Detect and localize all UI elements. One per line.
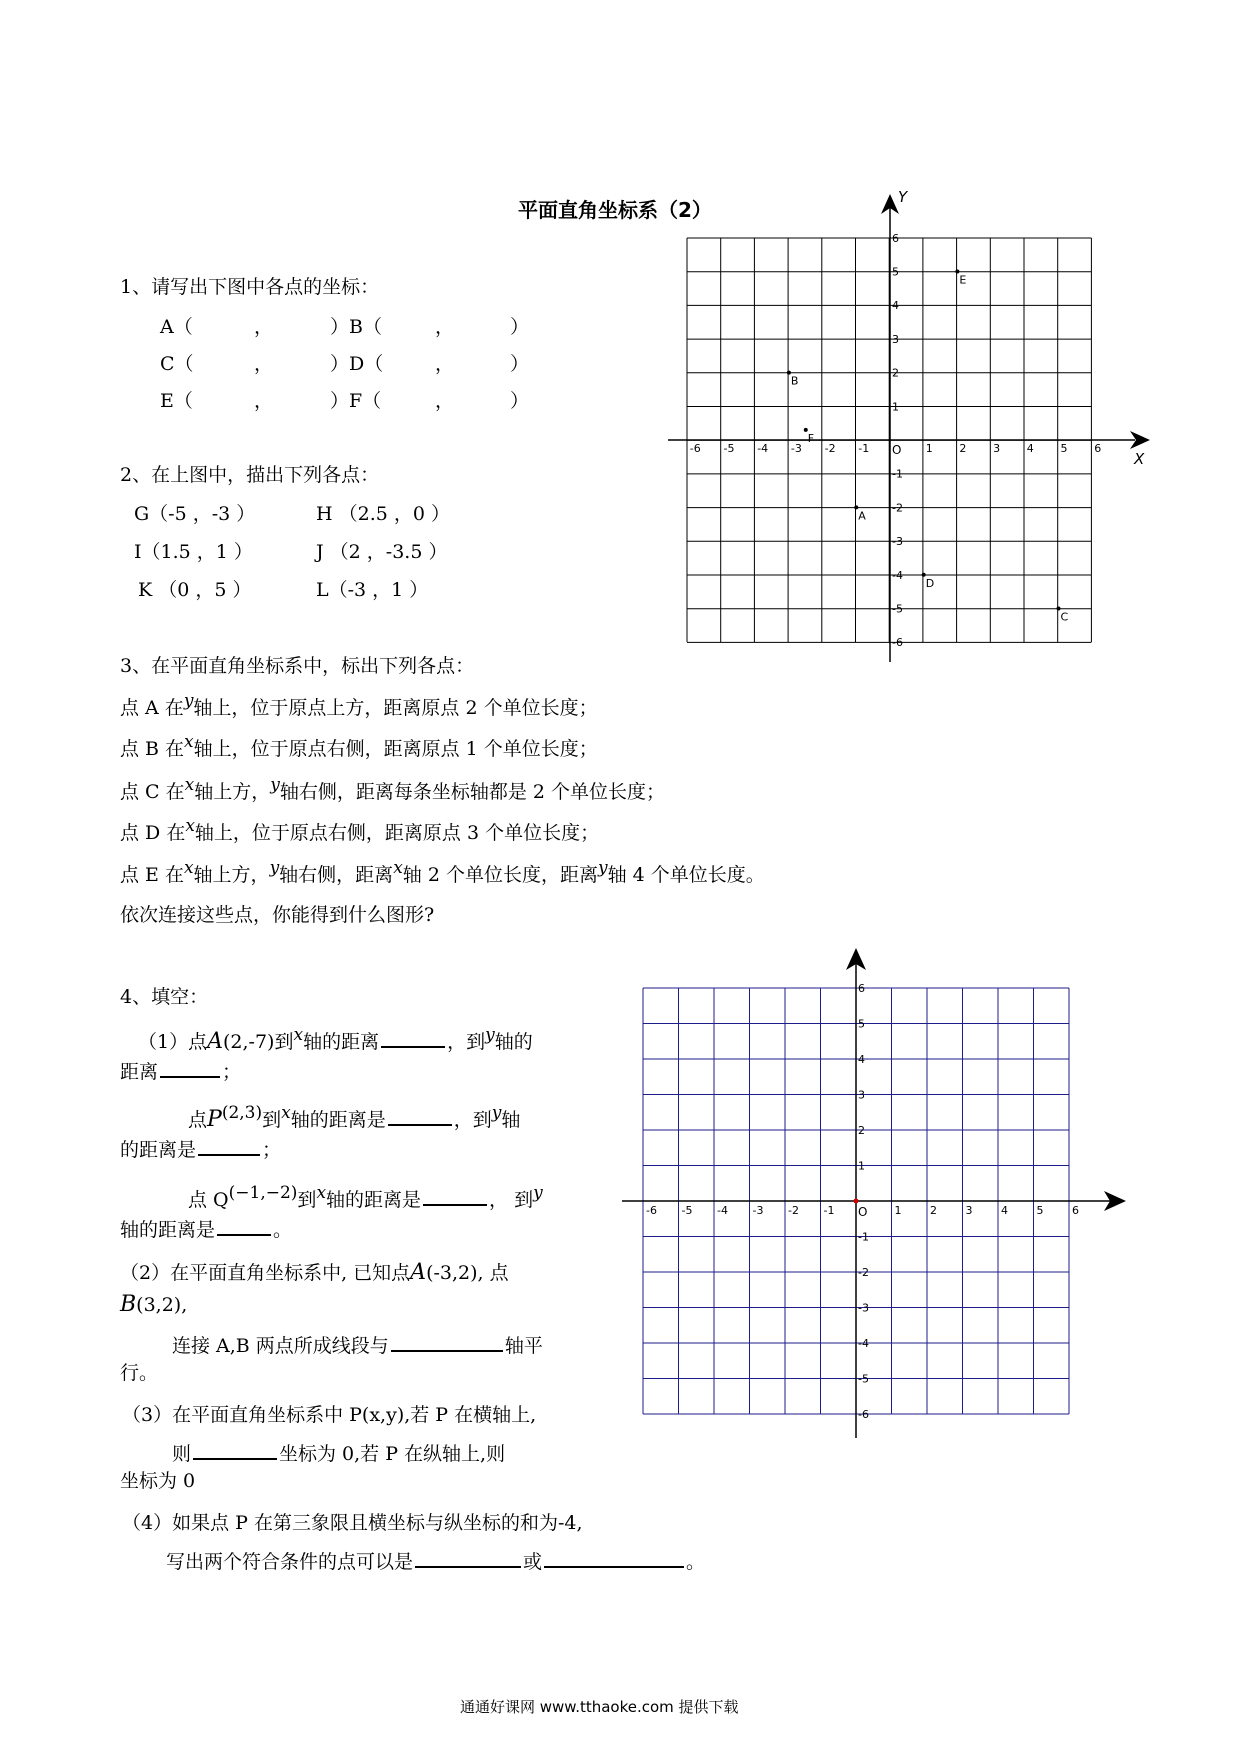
q3-line-e: 点 E 在x轴上方，y轴右侧，距离x轴 2 个单位长度，距离y轴 4 个单位长度。: [120, 858, 765, 886]
q2-point-l: L（-3 ，1 ）: [316, 579, 429, 601]
x-tick-label: 3: [965, 1204, 973, 1217]
q4-p4-line1: （4）如果点 P 在第三象限且横坐标与纵坐标的和为-4,: [122, 1512, 583, 1534]
q1-coord-part: ）B（: [330, 316, 382, 338]
q4-p1-line4: 的距离是 ；: [120, 1139, 282, 1161]
q3-line-d: 点 D 在x轴上，位于原点右侧，距离原点 3 个单位长度；: [120, 816, 600, 844]
q4-p1-line3: 点P(2,3)到x轴的距离是 ，到y轴: [188, 1103, 521, 1132]
x-tick-label: 6: [1072, 1204, 1079, 1217]
origin-label: O: [892, 443, 902, 457]
point-label: C: [1060, 610, 1069, 624]
q2-prompt: 2、在上图中，描出下列各点：: [120, 464, 380, 486]
y-tick-label: 5: [892, 265, 899, 279]
x-tick-label: -3: [752, 1204, 764, 1217]
y-tick-label: -4: [892, 568, 903, 582]
q2-point-j: J （2 ，-3.5 ）: [316, 541, 448, 563]
y-tick-label: 3: [892, 332, 899, 346]
x-tick-label: -5: [723, 442, 735, 455]
q1-coord-part: ）: [510, 353, 530, 375]
x-tick-label: 5: [1060, 442, 1068, 455]
y-tick-label: 1: [858, 1159, 865, 1173]
x-tick-label: -2: [824, 442, 836, 455]
q3-line-f: 依次连接这些点，你能得到什么图形?: [120, 904, 435, 926]
q1-coord-part: ）: [510, 316, 530, 338]
point-label: F: [807, 431, 815, 445]
x-tick-label: 2: [930, 1204, 937, 1217]
x-tick-label: 6: [1094, 442, 1102, 455]
q1-coord-part: A（: [160, 316, 193, 338]
y-tick-label: -5: [892, 602, 903, 616]
q1-coord-part: E（: [160, 390, 193, 412]
x-tick-label: -2: [788, 1204, 799, 1217]
point-label: A: [858, 509, 866, 523]
y-tick-label: -1: [892, 467, 903, 481]
y-tick-label: -3: [858, 1301, 869, 1315]
point-label: B: [790, 374, 799, 388]
q4-p2-line1: （2）在平面直角坐标系中, 已知点A(-3,2), 点: [120, 1260, 509, 1285]
y-axis-label: Y: [898, 188, 908, 206]
q1-coord-part: ）: [510, 390, 530, 412]
x-tick-label: 2: [959, 442, 967, 455]
x-axis-label: X: [1134, 450, 1145, 468]
y-tick-label: 1: [892, 400, 899, 414]
q4-p1-line5: 点 Q(−1,−2)到x轴的距离是 ， 到y: [188, 1183, 543, 1211]
q4-p2-line4: 行。: [120, 1362, 159, 1384]
q1-coord-part: ）D（: [330, 353, 384, 375]
x-tick-label: 1: [925, 442, 933, 455]
y-tick-label: 3: [858, 1088, 865, 1102]
origin-label: O: [858, 1205, 868, 1219]
y-tick-label: -4: [858, 1337, 869, 1350]
x-tick-label: 4: [1001, 1204, 1008, 1217]
q4-p1-line1: （1）点A(2,-7)到x轴的距离 ，到y轴的: [138, 1025, 533, 1054]
y-tick-label: 6: [858, 982, 865, 995]
y-tick-label: -6: [892, 636, 903, 650]
y-tick-label: 2: [892, 366, 899, 380]
x-tick-label: -5: [681, 1204, 693, 1217]
q2-point-g: G（-5 ，-3 ）: [134, 503, 256, 525]
x-tick-label: -1: [823, 1204, 835, 1217]
x-tick-label: -6: [646, 1204, 657, 1217]
point-label: E: [959, 273, 967, 287]
y-tick-label: -2: [892, 501, 903, 515]
y-tick-label: 6: [892, 231, 899, 245]
q4-p3-line2: 则 坐标为 0,若 P 在纵轴上,则: [172, 1443, 506, 1465]
q3-line-c: 点 C 在x轴上方，y轴右侧，距离每条坐标轴都是 2 个单位长度；: [120, 775, 666, 803]
y-tick-label: -2: [858, 1266, 869, 1279]
q4-p3-line1: （3）在平面直角坐标系中 P(x,y),若 P 在横轴上,: [122, 1404, 537, 1426]
y-tick-label: -5: [858, 1372, 869, 1386]
y-tick-label: -3: [892, 535, 903, 549]
point-label: D: [925, 576, 935, 590]
q3-line-b: 点 B 在x轴上，位于原点右侧，距离原点 1 个单位长度；: [120, 732, 598, 760]
x-tick-label: 1: [894, 1204, 902, 1217]
q4-p4-line2: 写出两个符合条件的点可以是 或 。: [166, 1551, 706, 1573]
x-tick-label: 4: [1026, 442, 1034, 455]
q4-p2-line2: B(3,2),: [120, 1292, 188, 1317]
y-tick-label: 4: [858, 1053, 865, 1066]
q4-p2-line3: 连接 A,B 两点所成线段与 轴平: [172, 1335, 543, 1357]
x-tick-label: -1: [858, 442, 870, 455]
q4-p1-line6: 轴的距离是 。: [120, 1219, 293, 1241]
y-tick-label: 2: [858, 1124, 865, 1137]
q1-coord-part: ，: [435, 316, 455, 338]
page-title: 平面直角坐标系（2）: [518, 198, 712, 222]
x-tick-label: -4: [757, 442, 769, 455]
x-tick-label: -3: [790, 442, 802, 455]
y-tick-label: 5: [858, 1017, 865, 1031]
x-tick-label: 3: [993, 442, 1001, 455]
x-tick-label: -4: [717, 1204, 728, 1217]
q1-coord-part: ，: [254, 353, 274, 375]
q3-prompt: 3、在平面直角坐标系中，标出下列各点：: [120, 655, 475, 677]
q1-coord-part: C（: [160, 353, 194, 375]
q4-p3-line3: 坐标为 0: [120, 1470, 196, 1492]
q1-coord-part: ，: [435, 353, 455, 375]
q1-coord-part: ，: [254, 316, 274, 338]
q1-coord-part: ，: [254, 390, 274, 412]
y-tick-label: -6: [858, 1408, 869, 1421]
x-tick-label: -6: [689, 442, 701, 455]
q2-point-h: H （2.5 ，0 ）: [316, 503, 450, 525]
q2-point-i: I（1.5 ，1 ）: [134, 541, 253, 563]
q4-p1-line2: 距离 ；: [120, 1061, 242, 1083]
q1-coord-part: ，: [435, 390, 455, 412]
y-tick-label: 4: [892, 299, 899, 313]
y-tick-label: -1: [858, 1230, 869, 1244]
footer: 通通好课网 www.tthaoke.com 提供下载: [460, 1698, 739, 1716]
x-tick-label: 5: [1036, 1204, 1044, 1217]
q3-line-a: 点 A 在y轴上，位于原点上方，距离原点 2 个单位长度；: [120, 691, 598, 719]
q2-point-k: K （0 ，5 ）: [138, 579, 252, 601]
q1-coord-part: ）F（: [330, 390, 382, 412]
q4-prompt: 4、填空：: [120, 986, 209, 1008]
q1-prompt: 1、请写出下图中各点的坐标：: [120, 276, 380, 298]
origin-dot: [854, 1199, 859, 1204]
